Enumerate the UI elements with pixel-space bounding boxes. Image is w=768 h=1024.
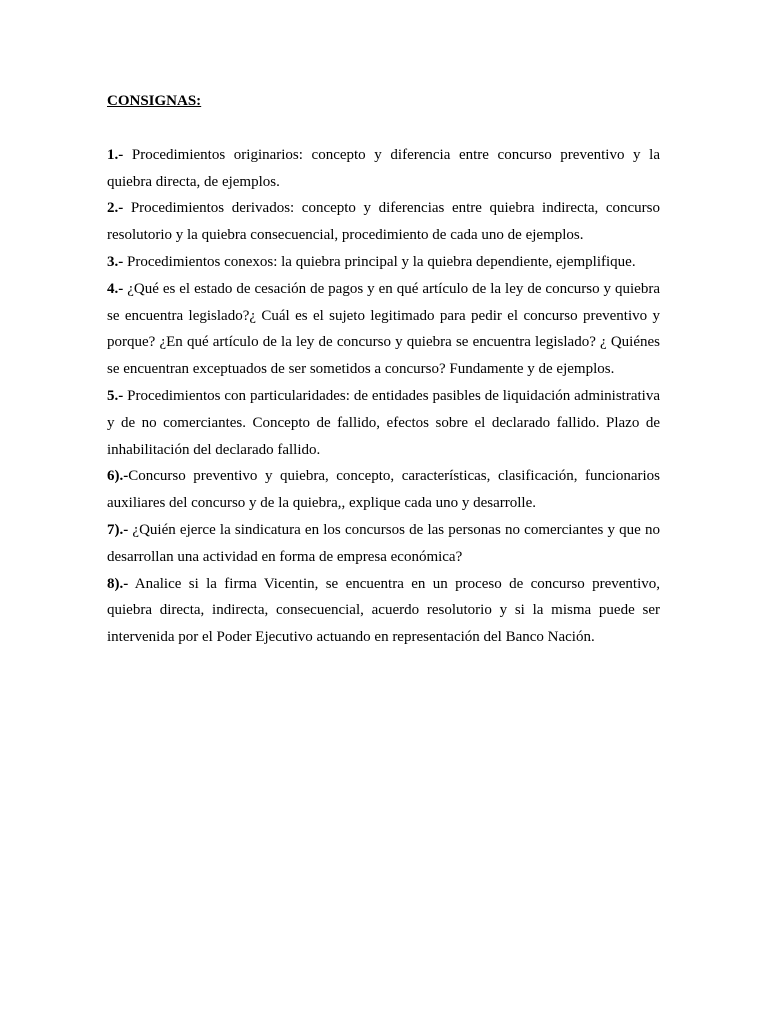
list-item — [107, 249, 660, 276]
item-text: Analice si la firma Vicentin, se encuentra en un proceso de concurso preventivo, quiebra directa, indirecta, consecuencial, acuerdo resolutorio y si la misma puede ser intervenida por el Poder Ejecutivo actuando en representación del Banco Nación. — [107, 575, 660, 646]
item-text: Procedimientos con particularidades: de entidades pasibles de liquidación administrativa y de no comerciantes. Concepto de fallido, efectos sobre el declarado fallido. Plazo de inhabilitación del declarado fallido. — [107, 387, 660, 458]
list-item — [107, 463, 660, 517]
item-number: 6).- — [107, 468, 129, 485]
item-number: 4.- — [107, 280, 124, 297]
item-number: 2.- — [107, 200, 124, 217]
document-heading: CONSIGNAS: — [107, 93, 202, 109]
item-text: Procedimientos derivados: concepto y diferencias entre quiebra indirecta, concurso resolutorio y la quiebra consecuencial, procedimiento de cada uno de ejemplos. — [107, 200, 660, 244]
item-text: Procedimientos conexos: la quiebra principal y la quiebra dependiente, ejemplifique. — [123, 253, 636, 270]
list-item — [107, 517, 660, 571]
list-item — [107, 383, 660, 463]
document-page — [107, 88, 660, 651]
item-number: 3.- — [107, 253, 124, 270]
item-text: Concurso preventivo y quiebra, concepto, características, clasificación, funcionarios auxiliares del concurso y de la quiebra,, explique cada uno y desarrolle. — [107, 468, 660, 512]
item-number: 7).- — [107, 521, 129, 538]
list-item — [107, 276, 660, 383]
list-item — [107, 195, 660, 249]
item-number: 8).- — [107, 575, 129, 592]
item-text: Procedimientos originarios: concepto y diferencia entre concurso preventivo y la quiebra directa, de ejemplos. — [107, 146, 660, 190]
item-text: ¿Qué es el estado de cesación de pagos y en qué artículo de la ley de concurso y quiebra se encuentra legislado?¿ Cuál es el sujeto legitimado para pedir el concurso preventivo y porque? ¿En qué artículo de la ley de concurso y quiebra se encuentra legislado? ¿ Quiénes se encuentran exceptuados de ser sometidos a concurso? Fundamente y de ejemplos. — [107, 280, 660, 378]
list-item — [107, 571, 660, 651]
item-text: ¿Quién ejerce la sindicatura en los concursos de las personas no comerciantes y que no desarrollan una actividad en forma de empresa económica? — [107, 521, 660, 565]
item-number: 1.- — [107, 146, 124, 163]
item-number: 5.- — [107, 387, 124, 404]
list-item — [107, 142, 660, 196]
